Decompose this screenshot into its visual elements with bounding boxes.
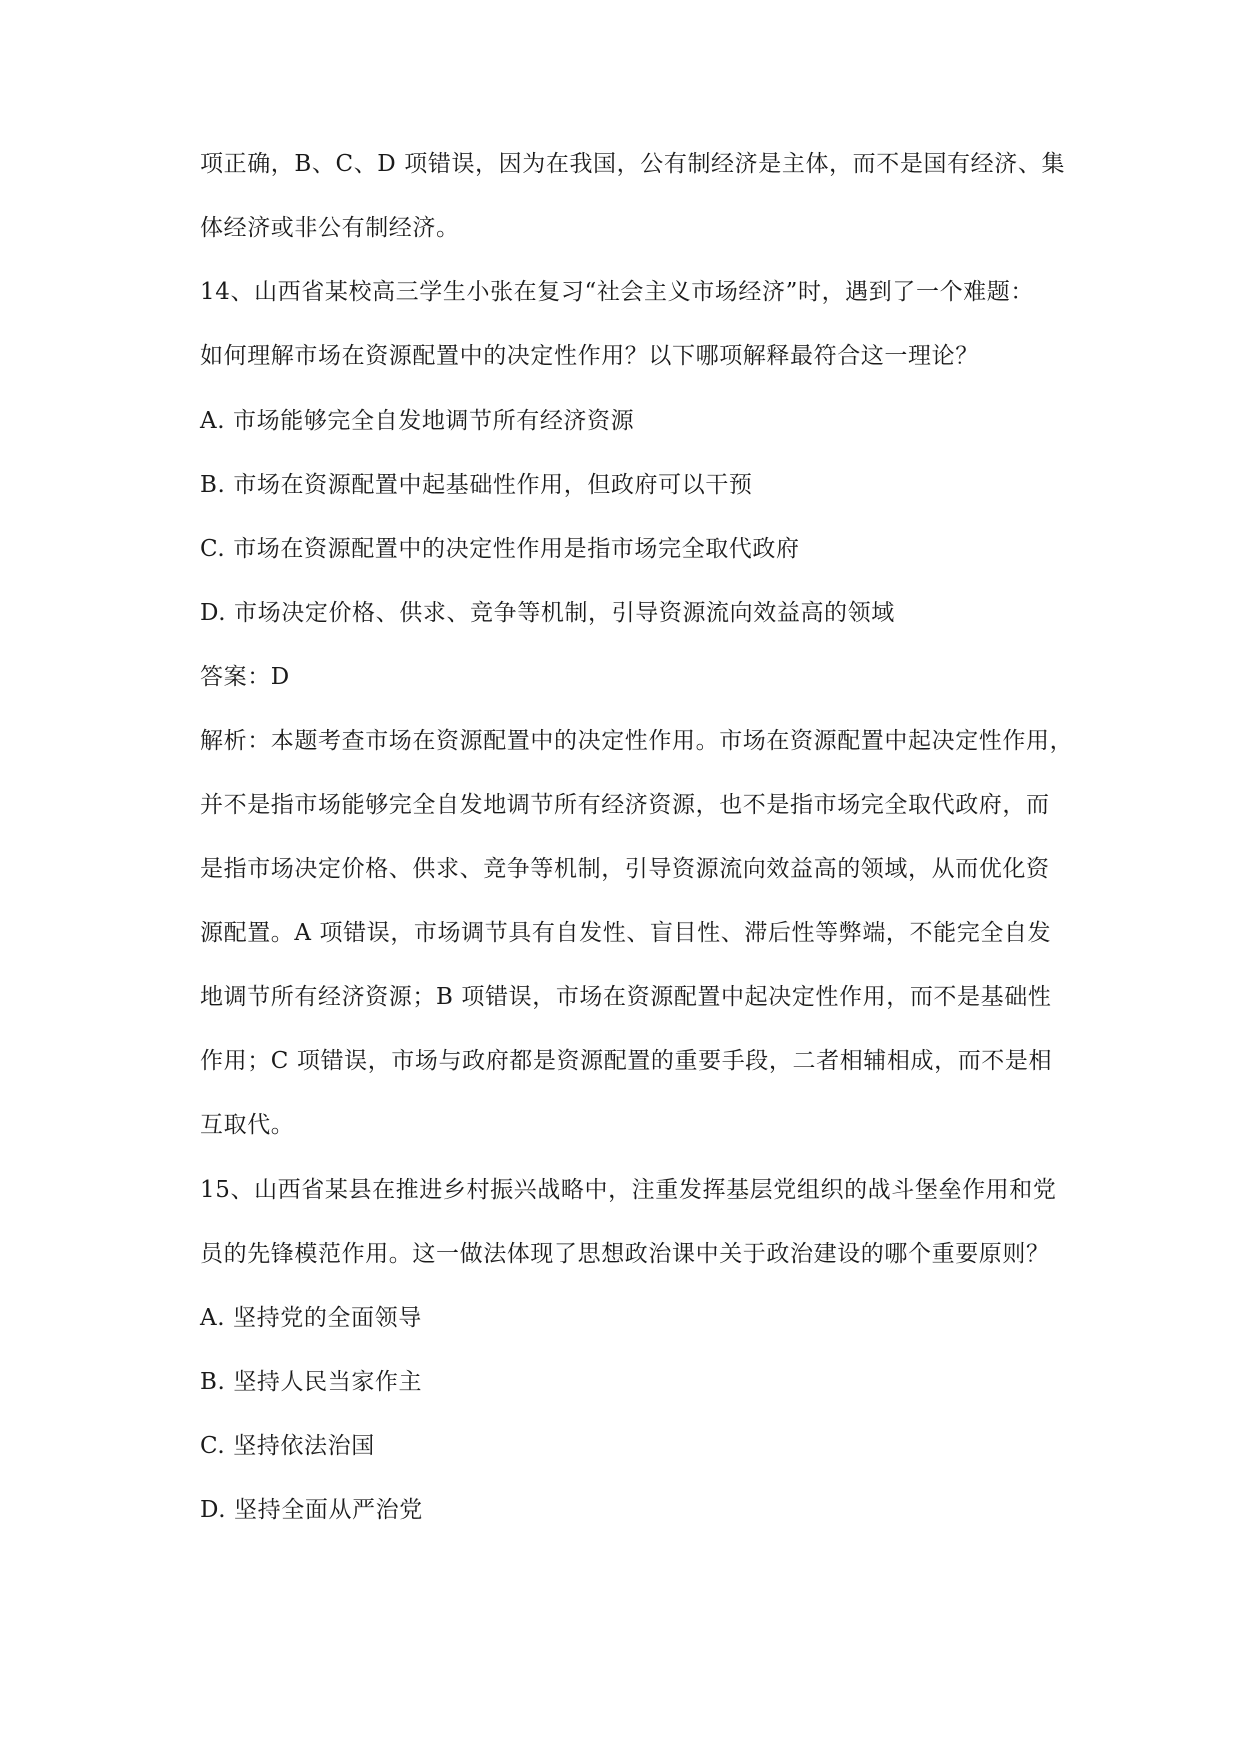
question-14-explanation-line: 并不是指市场能够完全自发地调节所有经济资源，也不是指市场完全取代政府，而 <box>200 792 1050 818</box>
question-14-stem-line-2: 如何理解市场在资源配置中的决定性作用？以下哪项解释最符合这一理论？ <box>200 343 979 369</box>
question-15-stem-line-1: 15、山西省某县在推进乡村振兴战略中，注重发挥基层党组织的战斗堡垒作用和党 <box>200 1177 1057 1203</box>
question-14-explanation-line: 源配置。A 项错误，市场调节具有自发性、盲目性、滞后性等弊端，不能完全自发 <box>200 920 1052 946</box>
question-14-answer: 答案：D <box>200 664 290 690</box>
question-14-explanation-line: 互取代。 <box>200 1112 295 1138</box>
question-14-stem-line-1: 14、山西省某校高三学生小张在复习“社会主义市场经济”时，遇到了一个难题： <box>200 279 1034 305</box>
question-14-explanation-line: 解析：本题考查市场在资源配置中的决定性作用。市场在资源配置中起决定性作用， <box>200 728 1074 754</box>
question-15-option-d: D. 坚持全面从严治党 <box>200 1497 423 1523</box>
question-14-explanation-line: 是指市场决定价格、供求、竞争等机制，引导资源流向效益高的领域，从而优化资 <box>200 856 1050 882</box>
question-15-option-b: B. 坚持人民当家作主 <box>200 1369 423 1395</box>
question-15-option-c: C. 坚持依法治国 <box>200 1433 375 1459</box>
question-14-option-d: D. 市场决定价格、供求、竞争等机制，引导资源流向效益高的领域 <box>200 600 895 626</box>
question-14-option-b: B. 市场在资源配置中起基础性作用，但政府可以干预 <box>200 472 753 498</box>
question-14-explanation-line: 地调节所有经济资源；B 项错误，市场在资源配置中起决定性作用，而不是基础性 <box>200 984 1052 1010</box>
question-14-explanation-line: 作用；C 项错误，市场与政府都是资源配置的重要手段，二者相辅相成，而不是相 <box>200 1048 1053 1074</box>
question-14-option-c: C. 市场在资源配置中的决定性作用是指市场完全取代政府 <box>200 536 800 562</box>
text-line: 体经济或非公有制经济。 <box>200 215 460 241</box>
text-line: 项正确，B、C、D 项错误，因为在我国，公有制经济是主体，而不是国有经济、集 <box>200 151 1066 177</box>
question-14-option-a: A. 市场能够完全自发地调节所有经济资源 <box>200 408 635 434</box>
question-15-option-a: A. 坚持党的全面领导 <box>200 1305 422 1331</box>
question-15-stem-line-2: 员的先锋模范作用。这一做法体现了思想政治课中关于政治建设的哪个重要原则？ <box>200 1241 1050 1267</box>
